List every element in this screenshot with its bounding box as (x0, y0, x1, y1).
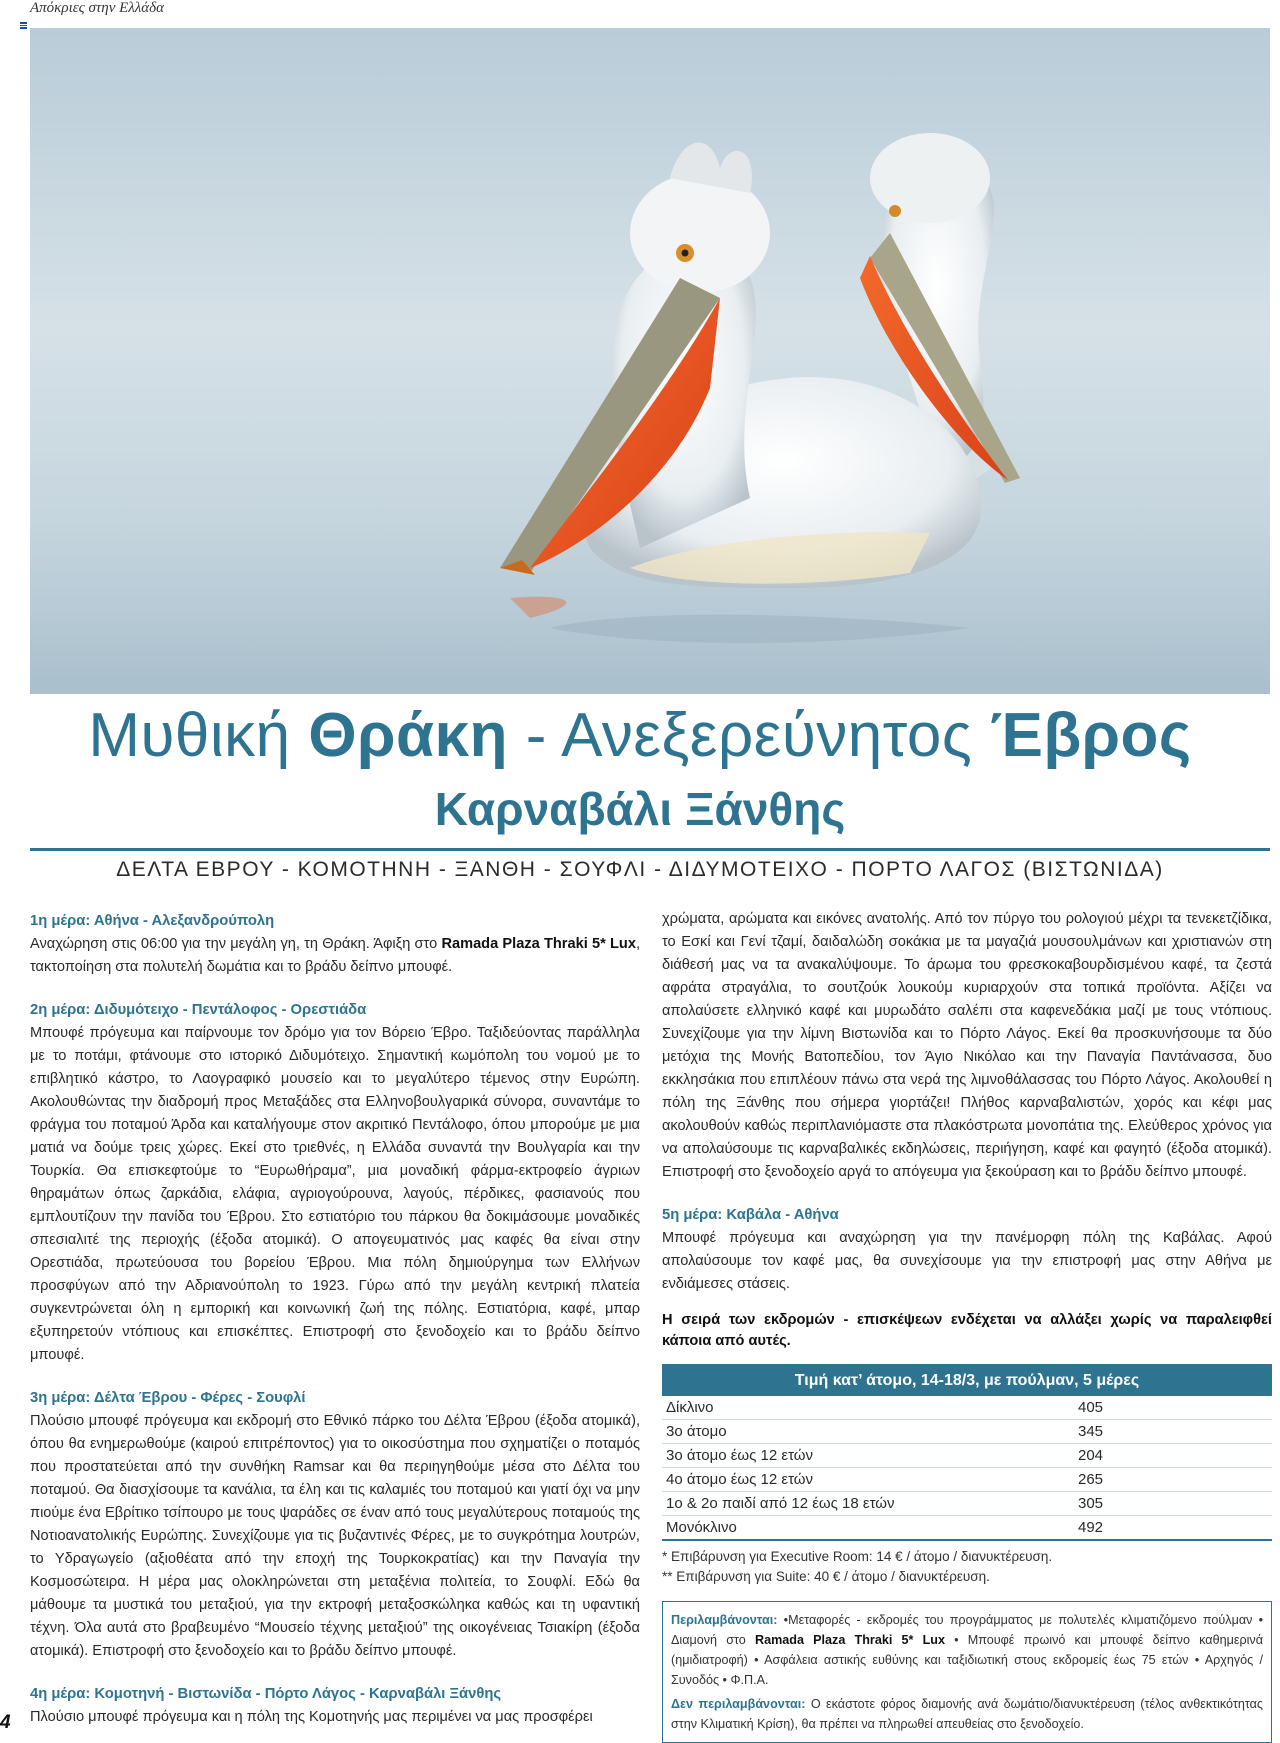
day-3-title: 3η μέρα: Δέλτα Έβρου - Φέρες - Σουφλί (30, 1390, 306, 1406)
day-4 (30, 1683, 640, 1729)
day-2-title: 2η μέρα: Διδυμότειχο - Πεντάλοφος - Ορεστιάδα (30, 1002, 367, 1018)
table-row (662, 1468, 1272, 1492)
footnotes (662, 1547, 1272, 1587)
title-part-4: Έβρος (989, 701, 1192, 770)
itinerary-right-column (662, 908, 1272, 1743)
footnote-suite: ** Επιβάρυνση για Suite: 40 € / άτομο / διανυκτέρευση. (662, 1569, 990, 1584)
price-table (662, 1364, 1272, 1541)
excluded-text (671, 1694, 1263, 1734)
page-title (0, 700, 1280, 771)
itinerary-left-column (30, 910, 640, 1729)
day-4-title: 4η μέρα: Κομοτηνή - Βιστωνίδα - Πόρτο Λάγος - Καρναβάλι Ξάνθης (30, 1686, 502, 1702)
page-subtitle: Καρναβάλι Ξάνθης (434, 783, 846, 835)
excluded-label: Δεν περιλαμβάνονται: (671, 1697, 806, 1711)
price-label: Μονόκλινο (662, 1516, 1078, 1541)
day-4-continued (662, 908, 1272, 1184)
day-3 (30, 1387, 640, 1663)
day-1-title: 1η μέρα: Αθήνα - Αλεξανδρούπολη (30, 913, 275, 929)
excluded-body: Ο εκάστοτε φόρος διαμονής ανά δωμάτιο/διανυκτέρευση (τέλος ανθεκτικότητας στην Κλιματική Κρίση), θα πρέπει να πληρωθεί απευθείας στο ξενοδοχείο. (671, 1697, 1263, 1731)
flag-icon (20, 22, 27, 29)
included-hotel: Ramada Plaza Thraki 5* Lux (754, 1633, 945, 1647)
day-1-text-a: Αναχώρηση στις 06:00 για την μεγάλη γη, τη Θράκη. Άφιξη στο (30, 936, 442, 952)
price-label: 3ο άτομο (662, 1420, 1078, 1444)
included-part-b: • Μπουφέ πρωινό και μπουφέ δείπνο καθημερινά (ημιδιατροφή) • Ασφάλεια αστικής ευθύνης και ταξιδιωτική στους εκδρομείς έως 75 ετών • Αρχηγός /Συνοδός • Φ.Π.Α. (671, 1633, 1263, 1687)
included-text (671, 1610, 1263, 1690)
day-5-title: 5η μέρα: Καβάλα - Αθήνα (662, 1207, 839, 1223)
page-number: 4 (0, 1712, 11, 1733)
price-label: Δίκλινο (662, 1396, 1078, 1420)
included-label: Περιλαμβάνονται: (671, 1613, 778, 1627)
footnote-executive: * Επιβάρυνση για Executive Room: 14 € / άτομο / διανυκτέρευση. (662, 1549, 1053, 1564)
price-value: 305 (1078, 1492, 1272, 1516)
day-5 (662, 1204, 1272, 1296)
route-line: ΔΕΛΤΑ ΕΒΡΟΥ - ΚΟΜΟΤΗΝΗ - ΞΑΝΘΗ - ΣΟΥΦΛΙ - ΔΙΔΥΜΟΤΕΙΧΟ - ΠΟΡΤΟ ΛΑΓΟΣ (ΒΙΣΤΩΝΙΔΑ) (116, 858, 1164, 881)
day-2-text: Μπουφέ πρόγευμα και παίρνουμε τον δρόμο για τον Βόρειο Έβρο. Ταξιδεύοντας παράλληλα με το ποτάμι, φτάνουμε στο ιστορικό Διδυμότειχο. Σημαντική κωμόπολη του νομού με το επιβλητικό κάστρο, το Λαογραφικό μουσείο και το μεγαλύτερο τέμενος στην Ευρώπη. Ακολουθώντας την διαδρομή προς Μεταξάδες στα Ελληνοβουλγαρικά σύνορα, συναντάμε το φράγμα του ποταμού Άρδα και καταλήγουμε στον ακριτικό Πεντάλοφο, όπου μπορούμε με μια ματιά να δούμε τρεις χώρες. Εκεί στο τριεθνές, η Ελλάδα συναντά την Βουλγαρία και την Τουρκία. Θα επισκεφτούμε το “Ευρωθήραμα”, μια μοναδική φάρμα-εκτροφείο άγριων θηραμάτων όπως ζαρκάδια, ελάφια, αγριογούρουνα, λαγούς, πέρδικες, φασιανούς που εμπλουτίζουν την πανίδα του Έβρου. Στο εστιατόριο του πάρκου θα δοκιμάσουμε μοναδικές σπεσιαλιτέ της περιοχής (έξοδα ατομικά). Ο απογευματινός μας καφές θα είναι στην Ορεστιάδα, πρωτεύουσα του βορείου Έβρου. Μια πόλη δημιούργημα των Ελλήνων προσφύγων από την Αδριανούπολη το 1923. Γύρω από την μεγάλη κεντρική πλατεία συγκεντρώνεται όλη η εμπορική και κοινωνική ζωή της πόλης. Εστιατόρια, καφέ, μπαρ εξυπηρετούν ντόπιους και επισκέπτες. Επιστροφή στο ξενοδοχείο και το βράδυ δείπνο μπουφέ. (30, 1025, 640, 1363)
price-value: 345 (1078, 1420, 1272, 1444)
price-value: 265 (1078, 1468, 1272, 1492)
pelicans-illustration (30, 28, 1270, 694)
table-row (662, 1420, 1272, 1444)
day-1-text-b: , τακτοποίηση στα πολυτελή δωμάτια και το βράδυ δείπνο μπουφέ. (30, 936, 640, 975)
price-value: 204 (1078, 1444, 1272, 1468)
day-5-text: Μπουφέ πρόγευμα και αναχώρηση για την πανέμορφη πόλη της Καβάλας. Αφού απολαύσουμε τον καφέ μας, θα συνεχίσουμε για την επιστροφή μας στην Αθήνα με ενδιάμεσες στάσεις. (662, 1230, 1272, 1292)
price-label: 3ο άτομο έως 12 ετών (662, 1444, 1078, 1468)
included-part-a: •Μεταφορές - εκδρομές του προγράμματος με πολυτελές κλιματιζόμενο πούλμαν • Διαμονή στο (671, 1613, 1263, 1647)
day-3-text: Πλούσιο μπουφέ πρόγευμα και εκδρομή στο Εθνικό πάρκο του Δέλτα Έβρου (έξοδα ατομικά), όπου θα ενημερωθούμε (καιρού επιτρέποντος) για το οικοσύστημα που σχηματίζει ο ποταμός που προστατεύεται από την συνθήκη Ramsar και θα περιηγηθούμε μέσα στο Δέλτα του ποταμού. Θα διασχίσουμε τα κανάλια, τα έλη και τις καλαμιές του ποταμού και γιατί όχι να μην πιούμε ένα Εβρίτικο τσίπουρο με τους ψαράδες σε έναν από τους μεγαλύτερους ποταμούς της Νοτιοανατολικής Ευρώπης. Συνεχίζουμε για τις βυζαντινές Φέρες, με το συγκρότημα λουτρών, το Υδραγωγείο (αξιοθέατα από την εποχή της Τουρκοκρατίας) και την Παναγία την Κοσμοσώτειρα. Η μέρα μας ολοκληρώνεται στη μεταξένια πολιτεία, το Σουφλί. Εδώ θα μάθουμε τα μυστικά του μεταξιού, για την εκτροφή μεταξοσκώληκα καθώς και τη υφαντική τέχνη. Όλα αυτά στο βραβευμένο “Μουσείο τέχνης μεταξιού” της οικογένειας Τσιακίρη (έξοδα ατομικά). Επιστροφή στο ξενοδοχείο και το βράδυ δείπνο μπουφέ. (30, 1413, 640, 1659)
hero-photo-pelicans (30, 28, 1270, 694)
inclusions-box (662, 1601, 1272, 1743)
price-value: 405 (1078, 1396, 1272, 1420)
table-row (662, 1492, 1272, 1516)
title-part-2: Θράκη (308, 701, 508, 770)
day-1-text (30, 933, 640, 979)
day-1 (30, 910, 640, 979)
day-2 (30, 999, 640, 1367)
price-label: 4ο άτομο έως 12 ετών (662, 1468, 1078, 1492)
table-row (662, 1444, 1272, 1468)
title-part-3: - Ανεξερεύνητος (508, 701, 990, 770)
title-divider (30, 848, 1270, 851)
price-label: 1ο & 2ο παιδί από 12 έως 18 ετών (662, 1492, 1078, 1516)
day-4-text-start: Πλούσιο μπουφέ πρόγευμα και η πόλη της Κομοτηνής μας περιμένει να μας προσφέρει (30, 1709, 593, 1725)
title-part-1: Μυθική (88, 701, 309, 770)
day-4-text-continued: χρώματα, αρώματα και εικόνες ανατολής. Από τον πύργο του ρολογιού μέχρι τα τενεκετζίδικα, το Εσκί και Γενί τζαμί, δαιδαλώδη σοκάκια με τα μαγαζιά μουσουλμάνων και χριστιανών στη διάθεσή μας να τα ανακαλύψουμε. Το άρωμα του φρεσκοκαβουρδισμένου καφέ, τα ζεστά αφράτα στραγάλια, το σουτζούκ λουκούμ κυριαρχούν στα τοπικά προϊόντα. Αξίζει να απολαύσετε ελληνικό καφέ και μυρωδάτο σαλέπι στα καφενεδάκια μαζί με τους ντόπιους. Συνεχίζουμε για την λίμνη Βιστωνίδα και το Πόρτο Λάγος. Εκεί θα προσκυνήσουμε τα δύο μετόχια της Μονής Βατοπεδίου, τον Άγιο Νικόλαο και την Παναγία Παντάνασσα, δυο εκκλησάκια που επιπλέουν πάνω στα νερά της λιμνοθάλασσας του Πόρτο Λάγος. Ακολουθεί η πόλη της Ξάνθης που σήμερα γιορτάζει! Πλήθος καρναβαλιστών, χορός και κέφι μας ακολουθούν καθώς περιπλανιόμαστε στα πλακόστρωτα μονοπάτια της. Ελεύθερος χρόνος για να απολαύσουμε τις καρναβαλικές εκδηλώσεις, περιήγηση, καφέ και φαγητό (έξοδα ατομικά). Επιστροφή στο ξενοδοχείο αργά το απόγευμα για ξεκούραση και το βράδυ δείπνο μπουφέ. (662, 911, 1272, 1180)
table-row (662, 1516, 1272, 1541)
price-table-header: Τιμή κατ’ άτομο, 14-18/3, με πούλμαν, 5 μέρες (662, 1364, 1272, 1396)
price-value: 492 (1078, 1516, 1272, 1541)
order-notice: Η σειρά των εκδρομών - επισκέψεων ενδέχεται να αλλάξει χωρίς να παραλειφθεί κάποια από αυτές. (662, 1312, 1272, 1349)
day-1-hotel: Ramada Plaza Thraki 5* Lux (441, 936, 636, 952)
table-row (662, 1396, 1272, 1420)
running-head: Απόκριες στην Ελλάδα (30, 0, 164, 16)
